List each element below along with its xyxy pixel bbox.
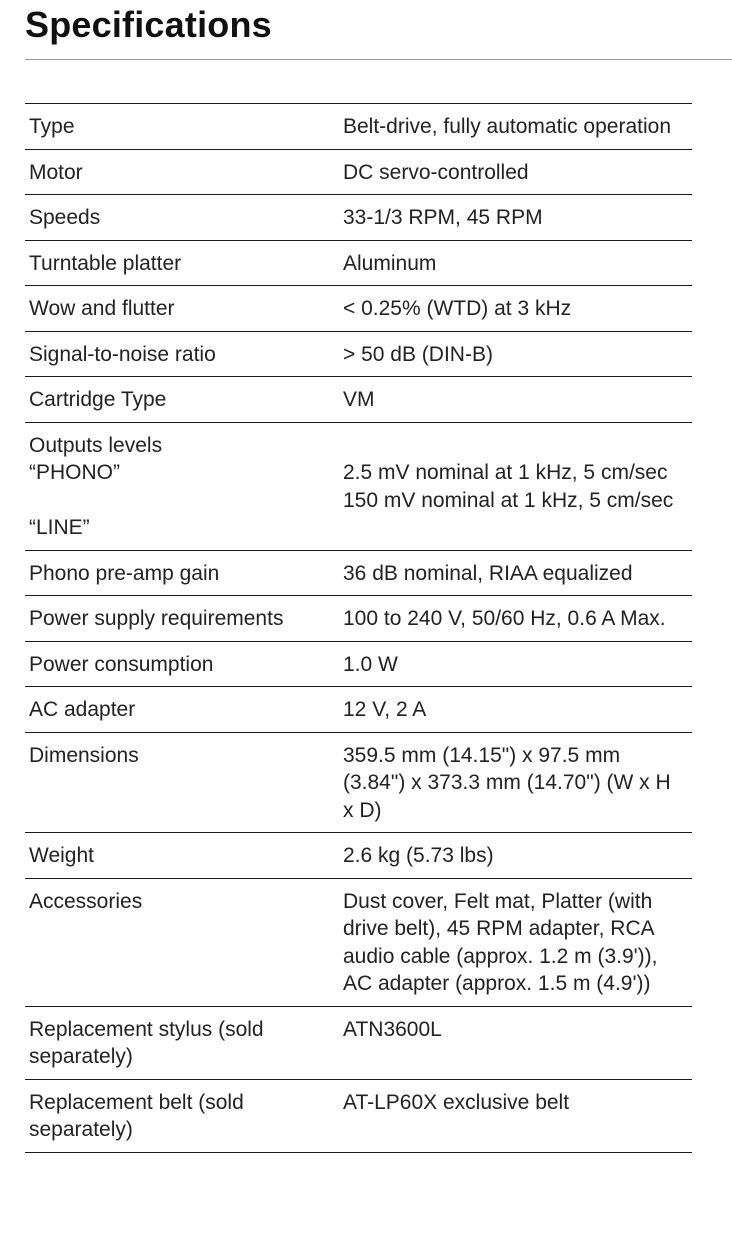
spec-value: ATN3600L (343, 1017, 442, 1041)
spec-value: AT-LP60X exclusive belt (343, 1090, 570, 1114)
spec-sublabel-phono: “PHONO” (29, 461, 120, 484)
spec-row-stylus (25, 1007, 692, 1080)
spec-value: VM (343, 388, 375, 411)
spec-table (25, 103, 692, 1153)
spec-row-belt (25, 1080, 692, 1153)
spec-row-snr (25, 332, 692, 378)
page-title: Specifications (25, 4, 272, 45)
spec-label: Type (29, 115, 75, 138)
spec-label: Turntable platter (29, 251, 182, 275)
spec-row-gain (25, 551, 692, 597)
spec-row-cartridge (25, 377, 692, 423)
spec-label: Replacement stylus (sold separately) (29, 1017, 264, 1068)
spec-row-motor (25, 150, 692, 196)
spec-row-power-requirements (25, 596, 692, 642)
spec-label: Outputs levels (29, 433, 163, 457)
spec-row-platter (25, 241, 692, 287)
spec-value: 2.6 kg (5.73 lbs) (343, 844, 494, 867)
spec-label: Phono pre-amp gain (29, 561, 220, 585)
spec-label: Speeds (29, 206, 101, 229)
spec-sublabel-line: “LINE” (29, 516, 90, 539)
spec-label-group (25, 432, 343, 542)
spec-value: 1.0 W (343, 652, 398, 676)
spec-value: Belt-drive, fully automatic operation (343, 115, 671, 138)
spec-value-group (343, 432, 692, 542)
spec-label: Accessories (29, 889, 143, 913)
spec-value-line: 150 mV nominal at 1 kHz, 5 cm/sec (343, 488, 674, 512)
spacer (343, 432, 684, 460)
spec-row-wow-flutter (25, 286, 692, 332)
spec-label: Wow and flutter (29, 297, 175, 320)
spec-row-outputs (25, 423, 692, 551)
spec-label: Motor (29, 160, 83, 184)
spec-value: 359.5 mm (14.15") x 97.5 mm (3.84") x 373.3 mm (14.70") (W x H x D) (343, 743, 671, 822)
spec-value: Dust cover, Felt mat, Platter (with drive belt), 45 RPM adapter, RCA audio cable (approx. 1.2 m (3.9')), AC adapter (approx. 1.5 m (4.9')) (343, 889, 658, 995)
spec-label: Replacement belt (sold separately) (29, 1090, 244, 1141)
spec-row-ac-adapter (25, 687, 692, 733)
spec-label: Weight (29, 844, 94, 867)
spec-label: Power supply requirements (29, 607, 284, 630)
spec-value-phono: 2.5 mV nominal at 1 kHz, 5 cm/sec (343, 461, 668, 484)
spec-value: Aluminum (343, 251, 437, 275)
spec-value: > 50 dB (DIN-B) (343, 342, 493, 366)
spec-label: AC adapter (29, 698, 136, 721)
spec-label: Cartridge Type (29, 388, 167, 411)
spec-value: < 0.25% (WTD) at 3 kHz (343, 297, 572, 320)
spec-row-type (25, 104, 692, 150)
spec-label: Power consumption (29, 652, 214, 676)
spec-label: Dimensions (29, 743, 139, 767)
spec-row-dimensions (25, 733, 692, 834)
spec-value: 12 V, 2 A (343, 698, 427, 721)
spec-value: DC servo-controlled (343, 160, 529, 184)
spec-row-power-consumption (25, 642, 692, 688)
spec-value: 33-1/3 RPM, 45 RPM (343, 206, 543, 229)
spec-row-accessories (25, 879, 692, 1007)
spec-value: 100 to 240 V, 50/60 Hz, 0.6 A Max. (343, 607, 666, 630)
spec-value: 36 dB nominal, RIAA equalized (343, 561, 633, 585)
spec-label: Signal-to-noise ratio (29, 342, 216, 366)
spec-row-speeds (25, 195, 692, 241)
spec-row-weight (25, 833, 692, 879)
title-divider (25, 59, 732, 60)
